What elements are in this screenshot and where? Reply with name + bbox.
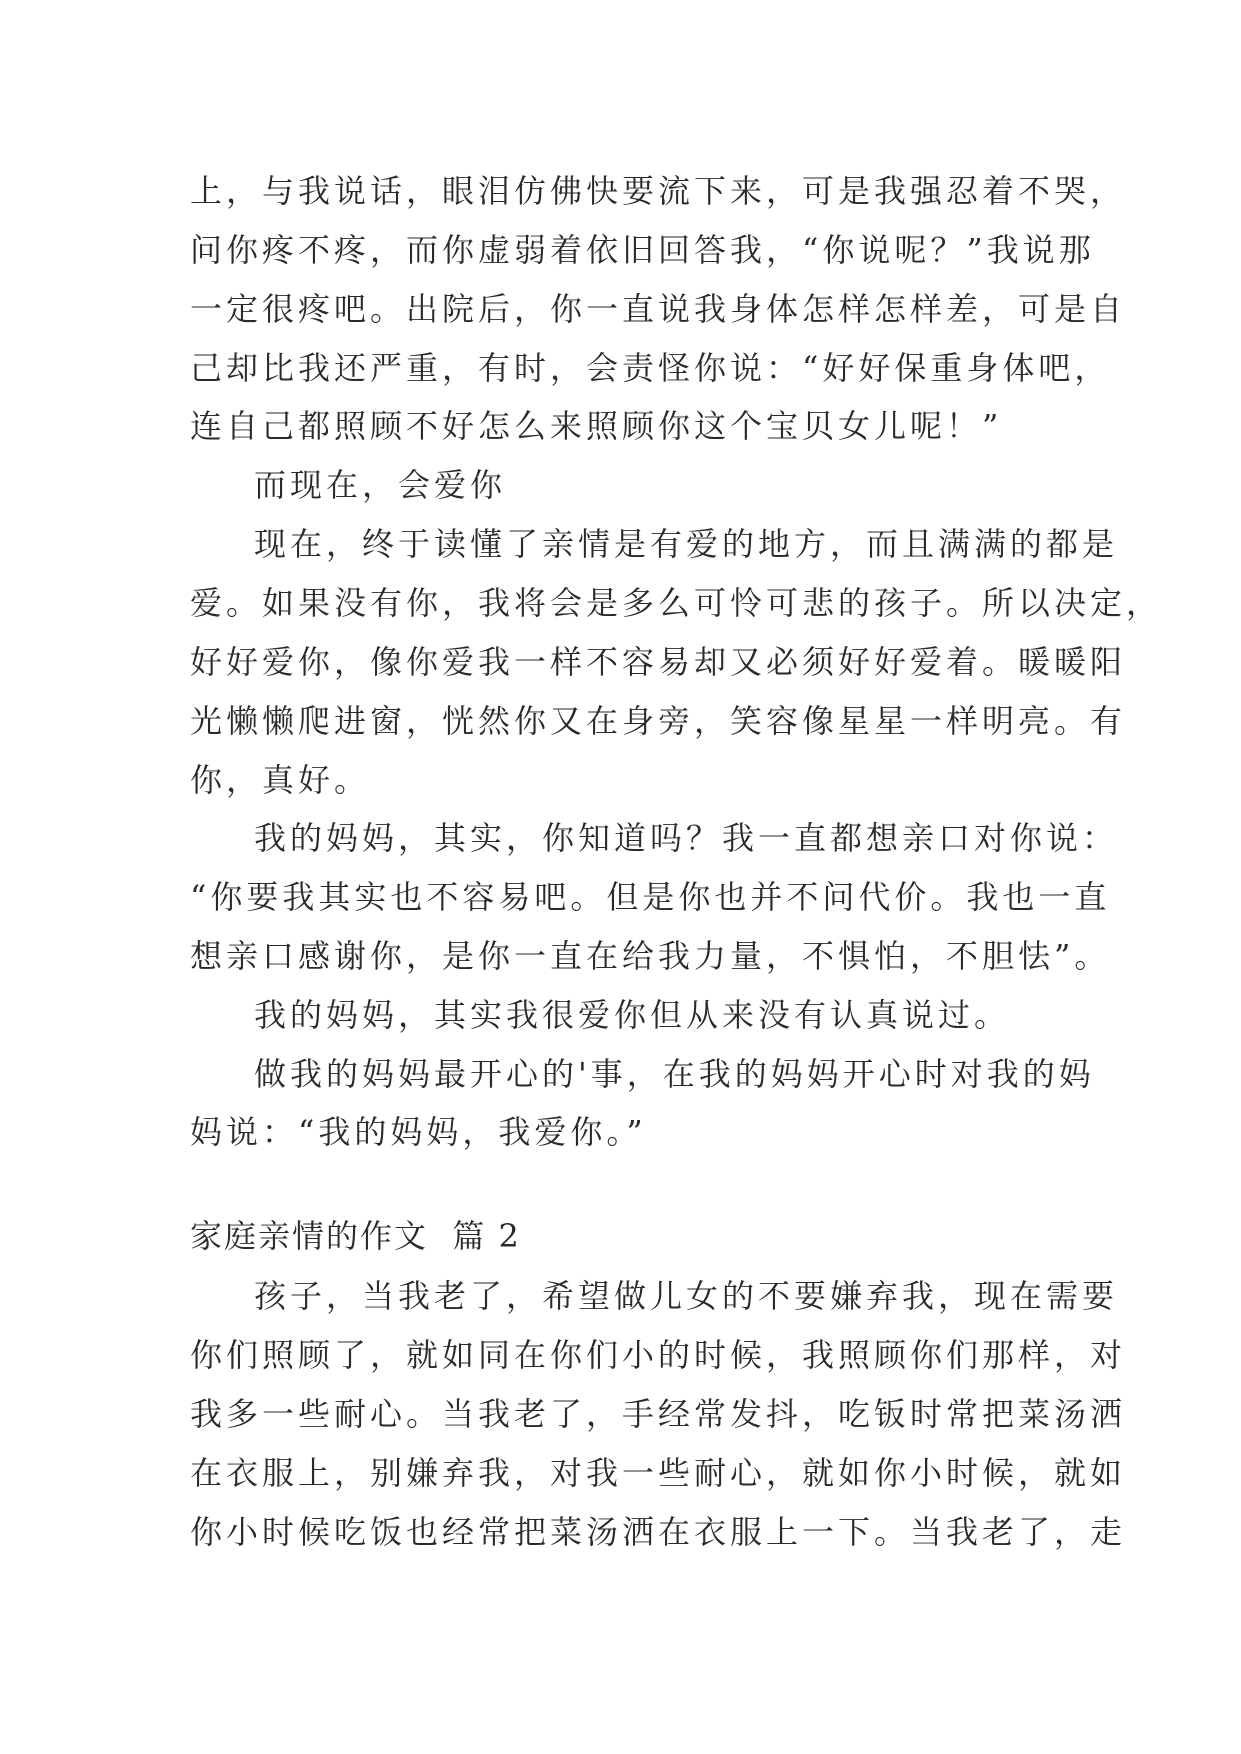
section-subheading: 而现在，会爱你 <box>254 466 507 504</box>
article-heading: 家庭亲情的作文 篇 2 <box>190 1217 521 1255</box>
text-line: 现在，终于读懂了亲情是有爱的地方，而且满满的都是 <box>254 525 1119 563</box>
text-line: 你，真好。 <box>190 761 371 799</box>
text-line: 上，与我说话，眼泪仿佛快要流下来，可是我强忍着不哭， <box>190 172 1127 210</box>
text-line: 爱。如果没有你，我将会是多么可怜可悲的孩子。所以决定， <box>190 584 1163 622</box>
text-line: “你要我其实也不容易吧。但是你也并不问代价。我也一直 <box>190 878 1111 916</box>
text-line: 我多一些耐心。当我老了，手经常发抖，吃钣时常把菜汤洒 <box>190 1395 1127 1433</box>
text-line: 己却比我还严重，有时，会责怪你说：“好好保重身体吧， <box>190 349 1111 387</box>
text-line: 做我的妈妈最开心的'事，在我的妈妈开心时对我的妈 <box>254 1055 1095 1093</box>
text-line: 好好爱你，像你爱我一样不容易却又必须好好爱着。暖暖阳 <box>190 643 1127 681</box>
text-line: 问你疼不疼，而你虚弱着依旧回答我，“你说呢？”我说那 <box>190 231 1095 269</box>
text-line: 你们照顾了，就如同在你们小的时候，我照顾你们那样，对 <box>190 1336 1127 1374</box>
text-line: 光懒懒爬进窗，恍然你又在身旁，笑容像星星一样明亮。有 <box>190 702 1127 740</box>
text-line: 在衣服上，别嫌弃我，对我一些耐心，就如你小时候，就如 <box>190 1454 1127 1492</box>
text-line: 一定很疼吧。出院后，你一直说我身体怎样怎样差，可是自 <box>190 290 1127 328</box>
text-line: 你小时候吃饭也经常把菜汤洒在衣服上一下。当我老了，走 <box>190 1513 1127 1551</box>
text-line: 我的妈妈，其实，你知道吗？我一直都想亲口对你说： <box>254 819 1119 857</box>
text-line: 连自己都照顾不好怎么来照顾你这个宝贝女儿呢！” <box>190 407 1003 445</box>
text-line: 妈说：“我的妈妈，我爱你。” <box>190 1113 647 1151</box>
text-line: 我的妈妈，其实我很爱你但从来没有认真说过。 <box>254 996 1011 1034</box>
text-line: 想亲口感谢你，是你一直在给我力量，不惧怕，不胆怯”。 <box>190 937 1111 975</box>
text-line: 孩子，当我老了，希望做儿女的不要嫌弃我，现在需要 <box>254 1277 1119 1315</box>
